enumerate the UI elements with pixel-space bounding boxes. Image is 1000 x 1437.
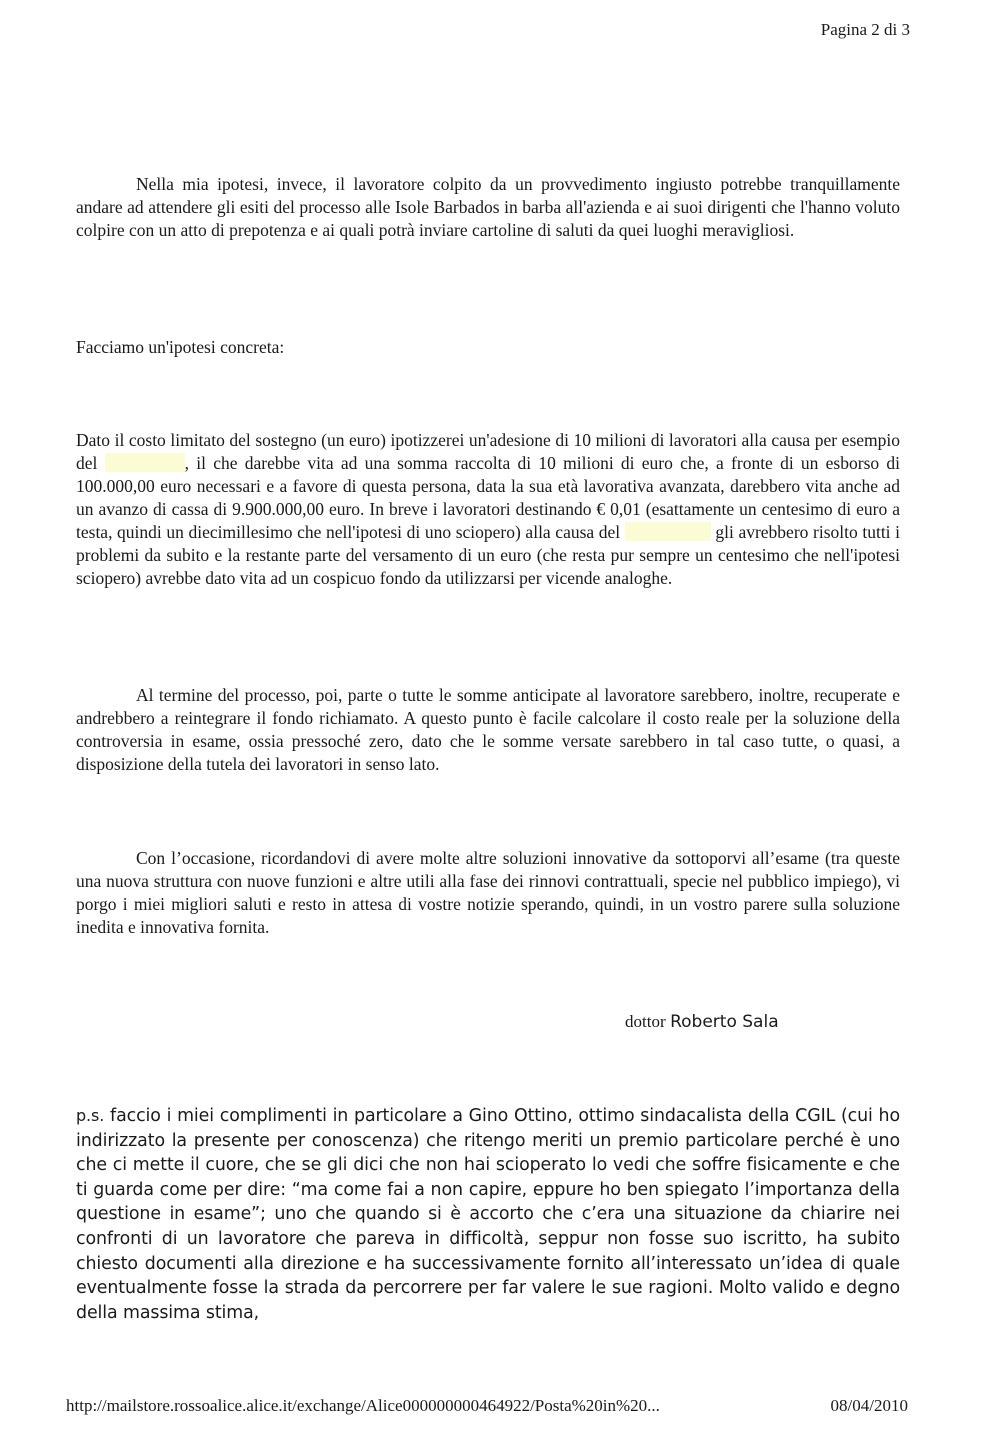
signature xyxy=(625,1011,779,1032)
signature-title: dottor xyxy=(625,1012,666,1031)
paragraph-termine-processo: Al termine del processo, poi, parte o tutte le somme anticipate al lavoratore sarebbero, inoltre, recuperate e andrebbero a reintegrare il fondo richiamato. A questo punto è facile calcolare il costo reale per la soluzione della controversia in esame, ossia pressoché zero, dato che le somme versate sarebbero in tal caso tutte, o quasi, a disposizione della tutela dei lavoratori in senso lato. xyxy=(76,685,900,774)
footer-date: 08/04/2010 xyxy=(830,1396,908,1415)
signature-name: Roberto Sala xyxy=(670,1012,779,1032)
postscript-label: p.s. xyxy=(76,1106,105,1125)
postscript xyxy=(76,1104,900,1325)
paragraph-esempio xyxy=(76,429,900,590)
paragraph-barbados: Nella mia ipotesi, invece, il lavoratore colpito da un provvedimento ingiusto potrebbe tranquillamente andare ad attendere gli esiti del processo alle Isole Barbados in barba all'azienda e ai suoi dirigenti che l'hanno voluto colpire con un atto di prepotenza e ai quali potrà inviare cartoline di saluti da quei luoghi meravigliosi. xyxy=(76,174,900,240)
paragraph-conclusione: Con l’occasione, ricordandovi di avere molte altre soluzioni innovative da sottoporvi all’esame (tra queste una nuova struttura con nuove funzioni e altre utili alla fase dei rinnovi contrattuali, specie nel pubblico impiego), vi porgo i miei migliori saluti e resto in attesa di vostre notizie sperando, quindi, in un vostro parere sulla soluzione inedita e innovativa fornita. xyxy=(76,848,900,937)
footer-url: http://mailstore.rossoalice.alice.it/exchange/Alice000000000464922/Posta%20in%20... xyxy=(66,1396,660,1415)
redacted-name-1 xyxy=(105,453,185,472)
redacted-name-2 xyxy=(625,522,711,541)
paragraph-esempio-part-3: gli avrebbero risolto tutti i problemi da subito e la restante parte del versamento di un euro (che resta pur sempre un centesimo che nell'ipotesi sciopero) avrebbe dato vita ad un cospicuo fondo da utilizzarsi per vicende analoghe. xyxy=(76,522,901,588)
paragraph-esempio-part-2: , il che darebbe vita ad una somma raccolta di 10 milioni di euro che, a fronte di un esborso di 100.000,00 euro necessari e a favore di questa persona, data la sua età lavorativa avanzata, darebbero vita anche ad un avanzo di cassa di 9.900.000,00 euro. In breve i lavoratori destinando € 0,01 (esattamente un centesimo di euro a testa, quindi un diecimillesimo che nell'ipotesi di uno sciopero) alla causa del xyxy=(76,453,900,542)
paragraph-ipotesi-concreta: Facciamo un'ipotesi concreta: xyxy=(76,337,285,357)
postscript-text: faccio i miei complimenti in particolare a Gino Ottino, ottimo sindacalista della CGIL (cui ho indirizzato la presente per conoscenza) che ritengo meriti un premio particolare perché è uno che ci mette il cuore, che se gli dici che non hai scioperato lo vedi che soffre fisicamente e che ti guarda come per dire: “ma come fai a non capire, eppure ho ben spiegato l’importanza della questione in esame”; uno che quando si è accorto che c’era una situazione da chiarire nei confronti di un lavoratore che pareva in difficoltà, seppur non fosse suo iscritto, ha subito chiesto documenti alla direzione e ha successivamente fornito all’interessato un’idea di quale eventualmente fosse la strada da percorrere per far valere le sue ragioni. Molto valido e degno della massima stima, xyxy=(76,1106,900,1323)
page-number: Pagina 2 di 3 xyxy=(820,20,910,39)
footer xyxy=(66,1396,908,1416)
paragraph-esempio-part-1: Dato il costo limitato del sostegno (un euro) ipotizzerei un'adesione di 10 milioni di lavoratori alla causa per esempio del xyxy=(76,430,900,473)
